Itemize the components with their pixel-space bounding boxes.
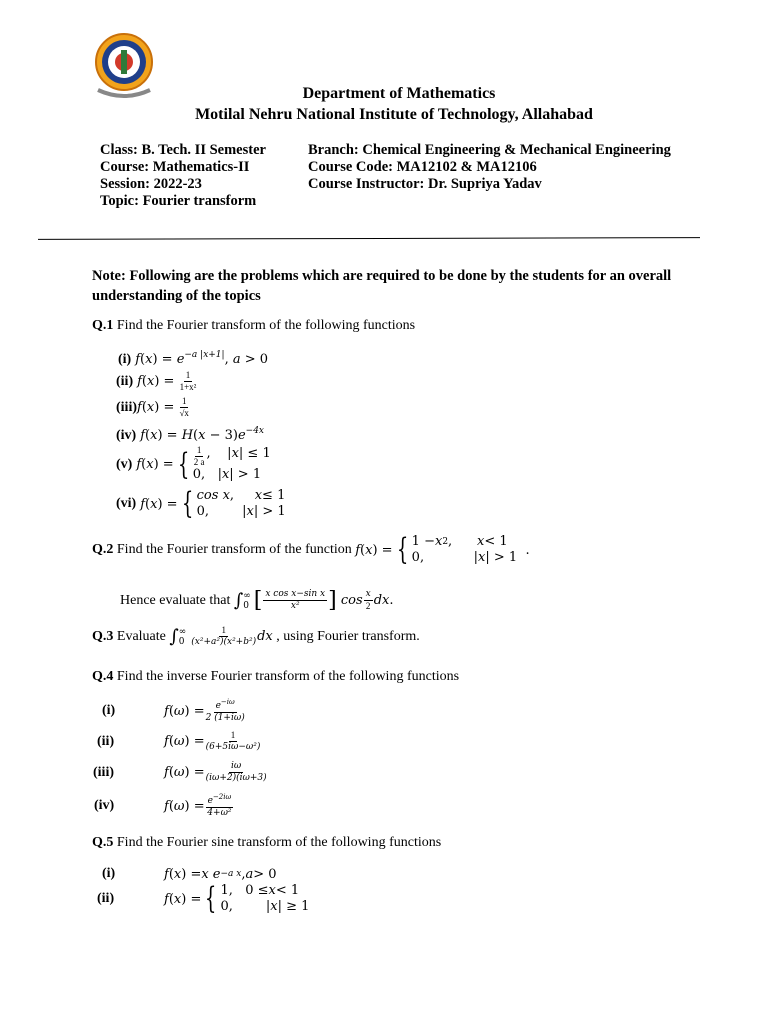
question-2-hence: Hence evaluate that ∫ ∞ 0 [ $\frac{\text{x cos x−sin x}}{\text{x²}}$ ] cos $\frac{x}{2}$ dx . — [120, 588, 394, 613]
q1-item-iv: (iv) $f(x) = H(x - 3)e^{-4x}$ — [116, 426, 264, 443]
question-tail: , using Fourier transform. — [272, 628, 420, 644]
divider — [38, 237, 700, 240]
q1-item-v: (v) f ( x ) = { $\frac{1}{2 a}$ , | x | ≤ 1 0, | x | > 1 — [116, 445, 271, 482]
course-code-info: Course Code: MA12102 & MA12106 — [308, 159, 537, 175]
item-label: (iv) — [94, 798, 115, 813]
question-text: Find the Fourier sine transform of the following functions — [113, 835, 442, 850]
item-label: (v) — [116, 456, 133, 472]
question-5 — [92, 835, 441, 851]
question-text: Evaluate — [113, 628, 170, 644]
q4-item-iii: (iii) f ( ω ) = $\frac{i\omega}{(i\omega+2)(i\omega+3)}$ — [93, 761, 267, 783]
q1-item-ii: (ii) f(x) = $\frac{1}{\text{1+x²}}$ — [116, 370, 197, 392]
item-label: (iii) — [93, 764, 114, 780]
q1-item-iii: (iii)f(x) = $\frac{1}{√x}$ — [116, 396, 189, 418]
q1-item-vi: (vi) f ( x ) = { cos x , x ≤ 1 0, | x | > 1 — [116, 486, 286, 521]
question-4 — [92, 669, 459, 685]
question-text: Find the inverse Fourier transform of the following functions — [113, 669, 460, 684]
class-info: Class: B. Tech. II Semester — [100, 142, 266, 158]
instructor-info: Course Instructor: Dr. Supriya Yadav — [308, 176, 542, 192]
hence-text: Hence evaluate that — [120, 592, 234, 608]
department-title: Department of Mathematics — [302, 85, 496, 102]
item-label: (ii) — [97, 733, 115, 749]
question-text: Find the Fourier transform of the function — [113, 542, 356, 557]
item-label: (i) — [118, 352, 132, 367]
q4-item-iv: (iv) f ( ω ) = $\frac{e^{-2i\omega}}{\text{4+ω²}}$ — [94, 793, 232, 818]
item-label: (i) — [102, 866, 116, 881]
q5-item-ii: (ii) f ( x ) = { 1, 0 ≤ x < 1 0, | x | ≥ 1 — [97, 881, 310, 916]
item-label: (i) — [102, 703, 116, 718]
session-info: Session: 2022-23 — [100, 176, 202, 192]
item-label: (ii) — [97, 891, 115, 906]
branch-info: Branch: Chemical Engineering & Mechanical Engineering — [308, 142, 671, 158]
question-number: Q.2 — [92, 542, 114, 557]
question-3: Q.3 Evaluate ∫ ∞ 0 $\frac{1}{\text{(x²+a²)(x²+b²)}}$ dx , using Fourier transform. — [92, 625, 420, 647]
question-number: Q.3 — [92, 628, 114, 644]
item-label: (iv) — [116, 428, 137, 443]
question-2: Q.2 Find the Fourier transform of the function f ( x ) = { 1 − x 2 , x < 1 0, | x | > 1 . — [92, 532, 530, 567]
q5-item-i: (i) f ( x ) = x e −a x , a > 0 — [102, 866, 277, 882]
item-label: (ii) — [116, 374, 134, 390]
q1-item-i: (i) $f(x) = e^{-a |x+1|}$, a > 0 — [118, 350, 269, 367]
institute-title: Motilal Nehru National Institute of Technology, Allahabad — [195, 106, 593, 123]
question-number: Q.4 — [92, 669, 114, 684]
item-label: (vi) — [116, 496, 137, 511]
course-info: Course: Mathematics-II — [100, 159, 250, 175]
note: Note: Following are the problems which are required to be done by the students for an overall understanding of the topics — [92, 268, 672, 304]
question-1 — [92, 318, 415, 334]
item-label: (iii) — [116, 400, 137, 416]
q4-item-ii: (ii) f ( ω ) = $\frac{1}{\text{(6+5iω−ω²)}}$ — [97, 730, 261, 752]
question-number: Q.1 — [92, 318, 114, 333]
q4-item-i: (i) f ( ω ) = $\frac{e^{-i\omega}}{2 (1+i\omega)}$ — [102, 698, 245, 723]
question-text: Find the Fourier transform of the following functions — [113, 318, 416, 333]
topic-info: Topic: Fourier transform — [100, 193, 257, 209]
question-number: Q.5 — [92, 835, 114, 850]
